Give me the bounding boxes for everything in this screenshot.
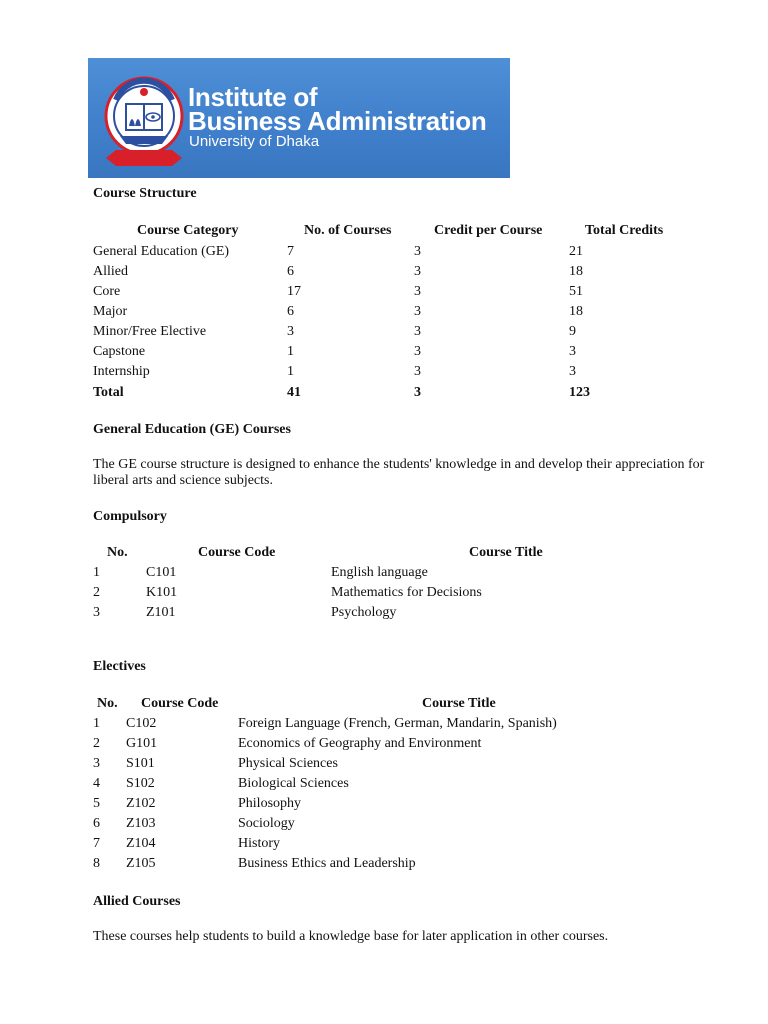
cs-cell: 1 bbox=[287, 364, 294, 379]
elec-cell: 1 bbox=[93, 716, 100, 731]
cs-total-courses: 41 bbox=[287, 385, 301, 400]
cs-cell: 3 bbox=[569, 344, 576, 359]
cs-total-credit: 3 bbox=[414, 385, 421, 400]
cs-cell: 6 bbox=[287, 264, 294, 279]
cs-cell: General Education (GE) bbox=[93, 244, 230, 259]
cs-header-credit: Credit per Course bbox=[434, 223, 543, 238]
elec-cell: S102 bbox=[126, 776, 155, 791]
elec-cell: 7 bbox=[93, 836, 100, 851]
cs-cell: Allied bbox=[93, 264, 128, 279]
cs-cell: 1 bbox=[287, 344, 294, 359]
cs-cell: 18 bbox=[569, 264, 583, 279]
elec-cell: Sociology bbox=[238, 816, 295, 831]
elec-cell: Z105 bbox=[126, 856, 156, 871]
cs-cell: 7 bbox=[287, 244, 294, 259]
cs-cell: 9 bbox=[569, 324, 576, 339]
elec-cell: History bbox=[238, 836, 280, 851]
cs-cell: 3 bbox=[414, 244, 421, 259]
electives-heading: Electives bbox=[93, 659, 146, 674]
cs-cell: 3 bbox=[287, 324, 294, 339]
cs-header-category: Course Category bbox=[137, 223, 239, 238]
comp-cell: Psychology bbox=[331, 605, 397, 620]
elec-header-code: Course Code bbox=[141, 696, 219, 711]
elec-cell: 8 bbox=[93, 856, 100, 871]
cs-cell: 3 bbox=[414, 304, 421, 319]
comp-cell: English language bbox=[331, 565, 428, 580]
course-structure-heading: Course Structure bbox=[93, 186, 197, 201]
elec-cell: 3 bbox=[93, 756, 100, 771]
elec-cell: 2 bbox=[93, 736, 100, 751]
elec-header-no: No. bbox=[97, 696, 118, 711]
cs-cell: 6 bbox=[287, 304, 294, 319]
elec-cell: Business Ethics and Leadership bbox=[238, 856, 416, 871]
allied-description: These courses help students to build a knowledge base for later application in other courses. bbox=[93, 929, 609, 944]
cs-total-label: Total bbox=[93, 385, 124, 400]
elec-cell: Foreign Language (French, German, Mandarin, Spanish) bbox=[238, 716, 557, 731]
cs-cell: 21 bbox=[569, 244, 583, 259]
comp-cell: 1 bbox=[93, 565, 100, 580]
comp-cell: Z101 bbox=[146, 605, 176, 620]
cs-cell: 3 bbox=[414, 264, 421, 279]
elec-cell: Z103 bbox=[126, 816, 156, 831]
cs-cell: 18 bbox=[569, 304, 583, 319]
cs-cell: 3 bbox=[414, 284, 421, 299]
elec-cell: 4 bbox=[93, 776, 100, 791]
cs-header-total: Total Credits bbox=[585, 223, 664, 238]
elec-cell: S101 bbox=[126, 756, 155, 771]
elec-cell: Economics of Geography and Environment bbox=[238, 736, 482, 751]
elec-cell: Z104 bbox=[126, 836, 156, 851]
cs-cell: 17 bbox=[287, 284, 301, 299]
elec-cell: Z102 bbox=[126, 796, 156, 811]
comp-cell: C101 bbox=[146, 565, 177, 580]
comp-cell: 3 bbox=[93, 605, 100, 620]
university-seal-icon bbox=[102, 70, 186, 174]
elec-cell: Physical Sciences bbox=[238, 756, 338, 771]
cs-cell: Capstone bbox=[93, 344, 146, 359]
comp-cell: 2 bbox=[93, 585, 100, 600]
cs-cell: 51 bbox=[569, 284, 583, 299]
cs-cell: Major bbox=[93, 304, 128, 319]
elec-cell: Biological Sciences bbox=[238, 776, 349, 791]
iba-banner bbox=[88, 58, 510, 178]
elec-cell: Philosophy bbox=[238, 796, 302, 811]
elec-cell: 5 bbox=[93, 796, 100, 811]
cs-cell: 3 bbox=[414, 364, 421, 379]
banner-title-line1: Institute of bbox=[188, 82, 318, 112]
cs-cell: Core bbox=[93, 284, 121, 299]
comp-cell: K101 bbox=[146, 585, 178, 600]
elec-cell: C102 bbox=[126, 716, 157, 731]
comp-header-title: Course Title bbox=[469, 545, 543, 560]
comp-cell: Mathematics for Decisions bbox=[331, 585, 482, 600]
compulsory-heading: Compulsory bbox=[93, 509, 167, 524]
banner-subtitle: University of Dhaka bbox=[189, 133, 320, 150]
allied-heading: Allied Courses bbox=[93, 894, 181, 909]
comp-header-code: Course Code bbox=[198, 545, 276, 560]
cs-cell: 3 bbox=[414, 344, 421, 359]
banner-title-line2: Business Administration bbox=[188, 106, 487, 136]
cs-cell: Internship bbox=[93, 364, 150, 379]
cs-cell: 3 bbox=[414, 324, 421, 339]
cs-header-courses: No. of Courses bbox=[304, 223, 392, 238]
cs-cell: Minor/Free Elective bbox=[93, 324, 207, 339]
elec-cell: G101 bbox=[126, 736, 158, 751]
elec-header-title: Course Title bbox=[422, 696, 496, 711]
ge-description: The GE course structure is designed to enhance the students' knowledge in and develop their appreciation for liberal arts and science subjects. bbox=[93, 457, 705, 488]
cs-total-credits: 123 bbox=[569, 385, 590, 400]
comp-header-no: No. bbox=[107, 545, 128, 560]
ge-heading: General Education (GE) Courses bbox=[93, 422, 291, 437]
elec-cell: 6 bbox=[93, 816, 100, 831]
cs-cell: 3 bbox=[569, 364, 576, 379]
